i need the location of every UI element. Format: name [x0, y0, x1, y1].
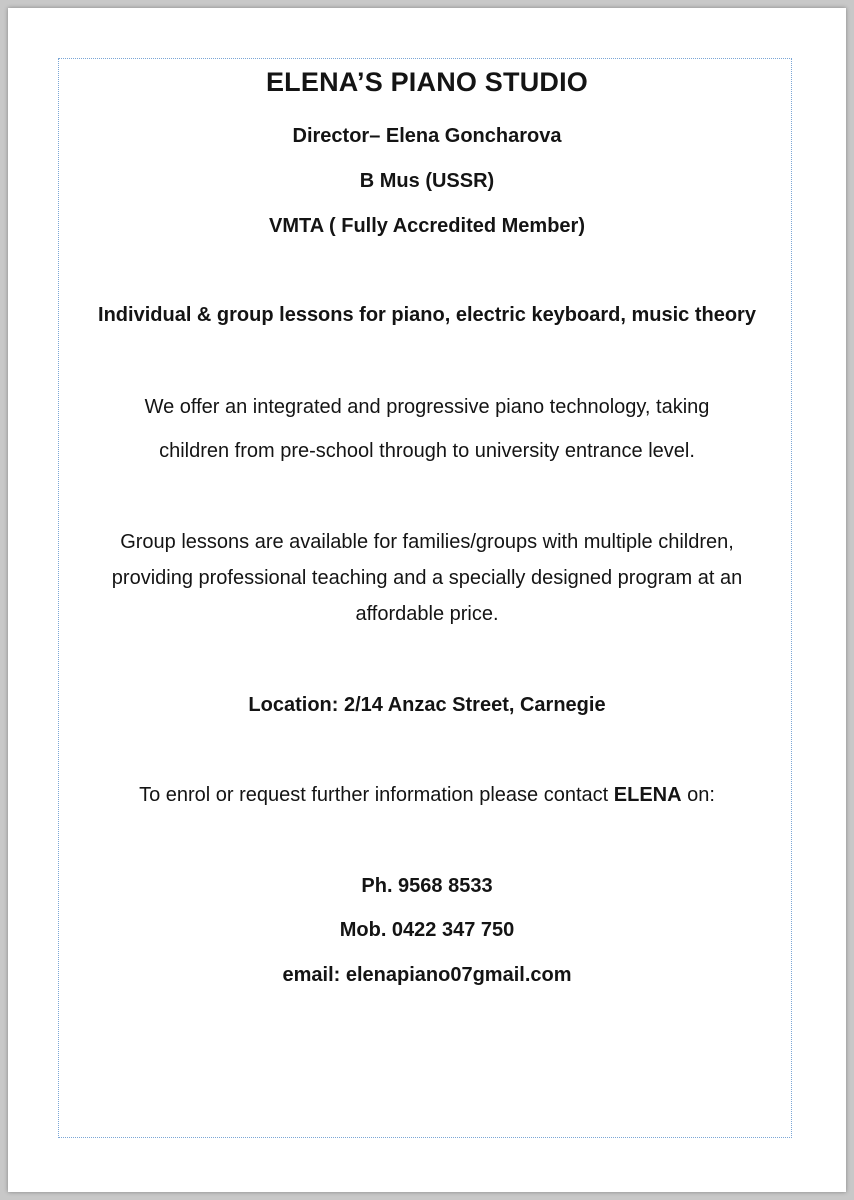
contact-name: ELENA: [613, 784, 682, 806]
membership-line: VMTA ( Fully Accredited Member): [269, 215, 585, 237]
contact-line: [0, 783, 854, 807]
group-text-line-3: affordable price.: [355, 603, 499, 625]
contact-prefix: To enrol or request further information please contact: [139, 784, 614, 806]
group-text-line-2: providing professional teaching and a specially designed program at an: [111, 567, 743, 589]
group-text-line-1: Group lessons are available for families/groups with multiple children,: [120, 531, 734, 553]
degree-line: B Mus (USSR): [359, 170, 495, 192]
contact-suffix: on:: [681, 784, 715, 806]
studio-title: ELENA’S PIANO STUDIO: [265, 67, 589, 97]
offer-text-line-1: We offer an integrated and progressive piano technology, taking: [144, 396, 710, 418]
phone-line: Ph. 9568 8533: [361, 875, 493, 897]
director-line: Director– Elena Goncharova: [292, 125, 562, 147]
offer-text-line-2: children from pre-school through to university entrance level.: [159, 440, 695, 462]
mobile-line: Mob. 0422 347 750: [339, 919, 515, 941]
lessons-heading: Individual & group lessons for piano, electric keyboard, music theory: [98, 304, 756, 326]
location-line: Location: 2/14 Anzac Street, Carnegie: [248, 694, 606, 716]
email-line: email: elenapiano07gmail.com: [282, 964, 572, 986]
